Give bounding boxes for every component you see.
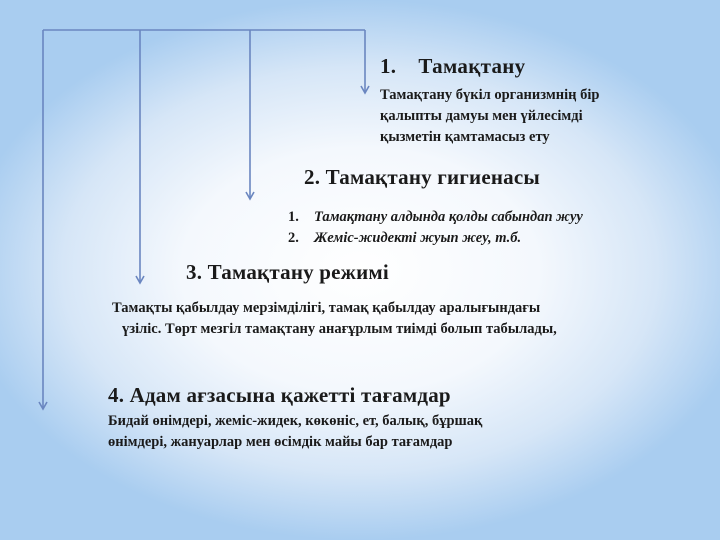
item-4-line: Бидай өнімдері, жеміс-жидек, көкөніс, ет, балық, бұршақ [108, 413, 483, 429]
item-1-line: қызметін қамтамасыз ету [380, 129, 550, 145]
item-4-line: өнімдері, жануарлар мен өсімдік майы бар тағамдар [108, 434, 453, 450]
item-1-line: Тамақтану бүкіл организмнің бір [380, 87, 600, 103]
item-1-number: 1. [380, 54, 397, 78]
item-3 [186, 260, 389, 285]
item-3-title: 3. Тамақтану режимі [186, 260, 389, 284]
item-1-title: 1. Тамақтану [380, 54, 526, 78]
item-2-list-item: 2. Жеміс-жидекті жуып жеу, т.б. [288, 230, 522, 246]
item-3-line: үзіліс. Төрт мезгіл тамақтану анағұрлым тиімді болып табылады, [122, 321, 557, 337]
item-4-title: 4. Адам ағзасына қажетті тағамдар [108, 383, 451, 407]
item-2-list [288, 207, 583, 249]
item-3-line: Тамақты қабылдау мерзімділігі, тамақ қабылдау аралығындағы [112, 300, 541, 316]
item-2 [304, 165, 540, 190]
item-1 [380, 54, 599, 148]
item-2-title: 2. Тамақтану гигиенасы [304, 165, 540, 189]
item-1-line: қалыпты дамуы мен үйлесімді [380, 108, 583, 124]
item-4-text [108, 411, 482, 453]
item-3-text [112, 298, 557, 340]
item-2-list-item: 1. Тамақтану алдында қолды сабындап жуу [288, 209, 583, 225]
item-4 [108, 383, 482, 453]
item-1-text [380, 85, 599, 148]
